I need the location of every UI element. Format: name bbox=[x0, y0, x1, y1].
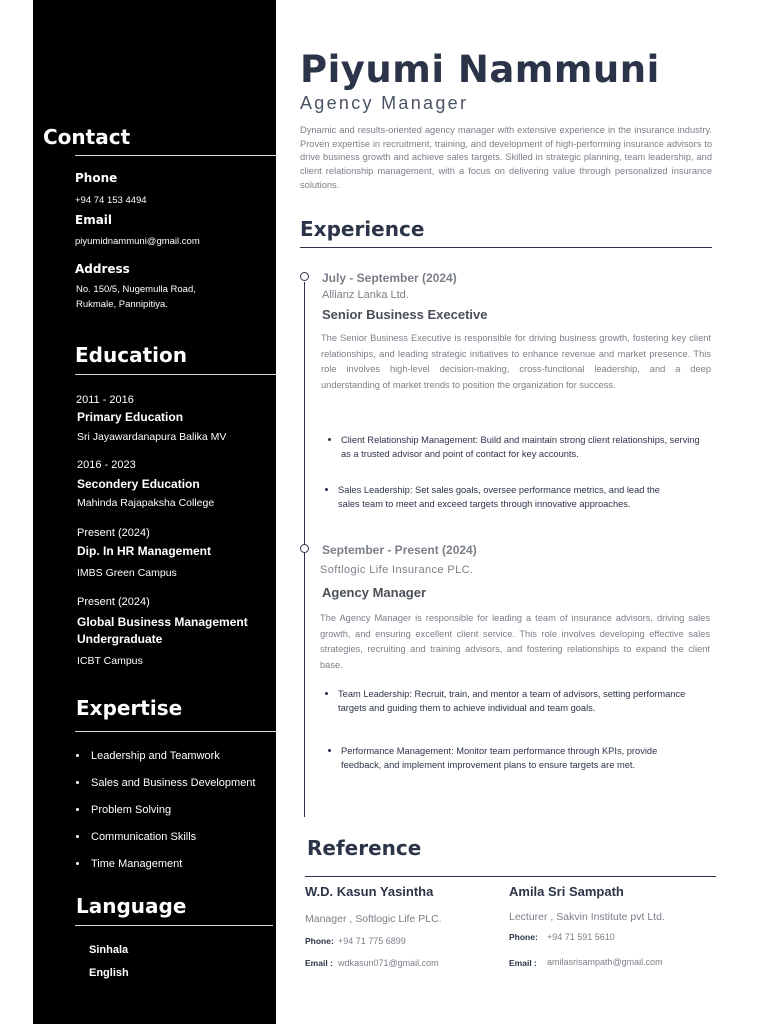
reference-name: W.D. Kasun Yasintha bbox=[305, 884, 434, 899]
job-description: The Agency Manager is responsible for leading a team of insurance advisors, driving sales growth, and ensuring excellent client service. This role involves developing effective sales strategies, recruiting and training advisors, and fostering relationships to expand the client base. bbox=[320, 613, 710, 670]
bullet-icon bbox=[328, 749, 331, 752]
education-years: Present (2024) bbox=[77, 596, 150, 608]
bullet-icon bbox=[76, 862, 79, 865]
job-title: Agency Manager bbox=[322, 585, 427, 600]
education-heading: Education bbox=[75, 343, 187, 367]
reference-phone-label: Phone: bbox=[305, 936, 334, 946]
bullet-icon bbox=[76, 808, 79, 811]
bullet-icon bbox=[76, 781, 79, 784]
education-title: Global Business Management Undergraduate bbox=[77, 615, 248, 646]
expertise-item: Communication Skills bbox=[76, 831, 196, 843]
education-title: Dip. In HR Management bbox=[77, 544, 212, 558]
job-date: September - Present (2024) bbox=[322, 543, 477, 557]
language-heading: Language bbox=[76, 894, 187, 918]
experience-heading: Experience bbox=[300, 217, 425, 241]
job-date: July - September (2024) bbox=[322, 271, 457, 285]
reference-phone: +94 71 591 5610 bbox=[547, 932, 615, 942]
sidebar bbox=[33, 0, 276, 1024]
reference-email[interactable]: wdkasun071@gmail.com bbox=[338, 958, 439, 968]
reference-position: Manager , Softlogic Life PLC. bbox=[305, 913, 442, 925]
language-item: Sinhala bbox=[89, 944, 129, 956]
experience-divider bbox=[300, 247, 712, 248]
education-school: ICBT Campus bbox=[77, 655, 143, 667]
education-school: Sri Jayawardanapura Balika MV bbox=[77, 431, 227, 443]
education-school: IMBS Green Campus bbox=[77, 567, 177, 579]
phone-label: Phone bbox=[75, 171, 118, 185]
job-description: The Senior Business Executive is responsible for driving business growth, fostering key client relationships, and leading strategic initiatives to enhance revenue and market presence. This role involves high-level decision-making, cross-functional leadership, and a deep understanding of market trends to position the organization for success. bbox=[321, 333, 711, 390]
address-label: Address bbox=[75, 262, 130, 276]
job-company: Allianz Lanka Ltd. bbox=[322, 289, 409, 301]
reference-name: Amila Sri Sampath bbox=[509, 884, 624, 899]
reference-email-label: Email : bbox=[509, 958, 537, 968]
person-name: Piyumi Nammuni bbox=[300, 48, 660, 91]
expertise-item: Sales and Business Development bbox=[76, 777, 255, 789]
address-line-2: Rukmale, Pannipitiya. bbox=[76, 299, 168, 310]
education-years: Present (2024) bbox=[77, 527, 150, 539]
reference-position: Lecturer , Sakvin Institute pvt Ltd. bbox=[509, 911, 665, 923]
expertise-item: Leadership and Teamwork bbox=[76, 750, 220, 762]
job-bullet: Team Leadership: Recruit, train, and mentor a team of advisors, setting performance targets and guiding them to achieve individual and team goals. bbox=[338, 687, 688, 715]
contact-divider bbox=[75, 155, 276, 156]
education-title: Primary Education bbox=[77, 410, 184, 424]
bullet-icon bbox=[325, 692, 328, 695]
reference-heading: Reference bbox=[307, 836, 422, 860]
education-title: Secondery Education bbox=[77, 477, 200, 491]
bullet-icon bbox=[328, 438, 331, 441]
job-role: Agency Manager bbox=[300, 93, 469, 113]
education-years: 2011 - 2016 bbox=[76, 394, 134, 406]
job-bullet: Sales Leadership: Set sales goals, oversee performance metrics, and lead the sales team to meet and exceed targets through innovative approaches. bbox=[338, 483, 683, 511]
reference-email[interactable]: amilasrisampath@gmail.com bbox=[547, 957, 663, 967]
education-divider bbox=[75, 374, 276, 375]
email-label: Email bbox=[75, 213, 113, 227]
reference-phone: +94 71 775 6899 bbox=[338, 936, 406, 946]
expertise-item: Problem Solving bbox=[76, 804, 171, 816]
education-years: 2016 - 2023 bbox=[77, 459, 136, 471]
timeline-node-icon bbox=[300, 544, 309, 553]
reference-divider bbox=[305, 876, 716, 877]
email-value[interactable]: piyumidnammuni@gmail.com bbox=[75, 236, 200, 247]
job-bullet: Client Relationship Management: Build and maintain strong client relationships, serving as a trusted advisor and point of contact for key accounts. bbox=[341, 433, 706, 461]
bullet-icon bbox=[325, 488, 328, 491]
profile-summary: Dynamic and results-oriented agency manager with extensive experience in the insurance industry. Proven expertise in recruitment, training, and development of high-performing insurance advisors to drive business growth and achieve sales targets. Skilled in strategic planning, team leadership, and client relationship management, with a focus on delivering value through personalized insurance solutions. bbox=[300, 125, 712, 190]
bullet-icon bbox=[76, 754, 79, 757]
bullet-icon bbox=[76, 835, 79, 838]
language-item: English bbox=[89, 967, 129, 979]
expertise-item: Time Management bbox=[76, 858, 182, 870]
education-school: Mahinda Rajapaksha College bbox=[77, 497, 215, 509]
job-title: Senior Business Execetive bbox=[322, 307, 488, 322]
job-company: Softlogic Life Insurance PLC. bbox=[320, 564, 474, 576]
contact-heading: Contact bbox=[43, 125, 131, 149]
language-divider bbox=[75, 925, 273, 926]
job-bullet: Performance Management: Monitor team performance through KPIs, provide feedback, and implement improvement plans to ensure targets are met. bbox=[341, 744, 691, 772]
reference-email-label: Email : bbox=[305, 958, 333, 968]
expertise-heading: Expertise bbox=[76, 696, 183, 720]
reference-phone-label: Phone: bbox=[509, 932, 538, 942]
address-line-1: No. 150/5, Nugemulla Road, bbox=[76, 284, 196, 295]
expertise-divider bbox=[75, 731, 276, 732]
timeline-node-icon bbox=[300, 272, 309, 281]
phone-value: +94 74 153 4494 bbox=[75, 195, 147, 206]
